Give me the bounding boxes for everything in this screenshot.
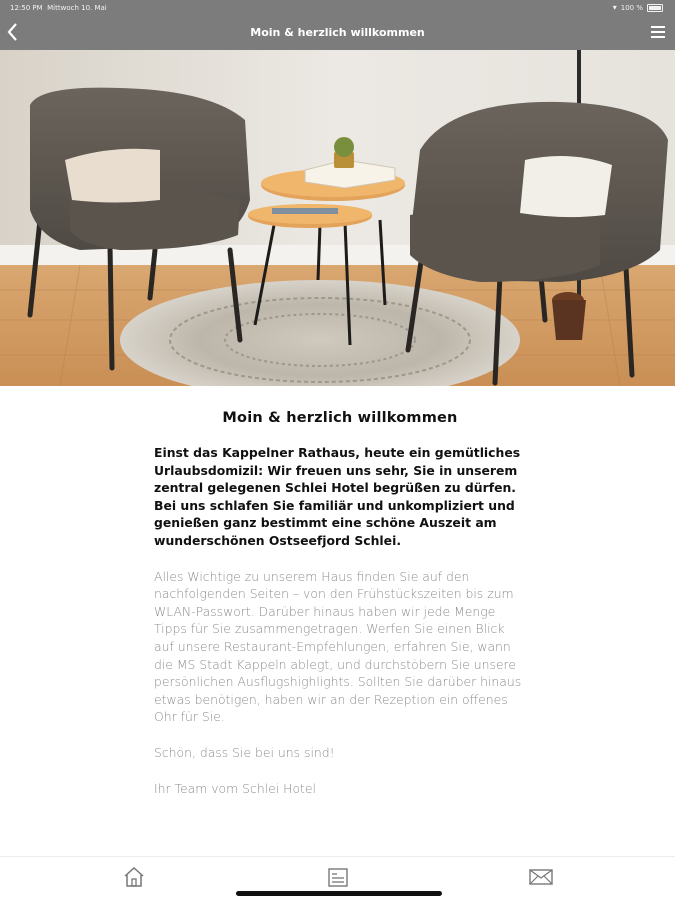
welcome-heading: Moin & herzlich willkommen [222,410,458,426]
home-icon [122,865,146,889]
mail-icon [528,865,554,889]
menu-button[interactable] [651,26,665,38]
status-time: 12:50 PM [10,4,43,12]
signature-line: Ihr Team vom Schlei Hotel [154,780,316,796]
tab-home[interactable] [122,865,150,891]
info-paragraph: Alles Wichtige zu unserem Haus finden Sie auf den nachfolgenden Seiten – von den Frühstückszeiten bis zum WLAN-Passwort. Darüber hinaus haben wir jede Menge Tipps für Sie zusammengetragen. Werfen Sie einen Blick auf unsere Restaurant-Empfehlungen, erfahren Sie, wann die MS Stadt Kappeln ablegt, und durchstöbern Sie unsere persönlichen Ausflugshighlights. Sollten Sie darüber hinaus etwas benötigen, haben wir an der Rezeption ein offenes Ohr für Sie. [154,568,522,725]
battery-icon [647,4,663,12]
hero-image [0,50,675,386]
battery-percentage: 100 % [620,3,643,12]
navigation-bar [0,16,675,50]
lounge-photo [0,50,675,386]
tab-mail[interactable] [528,865,556,891]
tab-info[interactable] [326,865,354,891]
intro-paragraph: Einst das Kappelner Rathaus, heute ein gemütliches Urlaubsdomizil: Wir freuen uns sehr, Sie in unserem zentral gelegenen Schlei Hotel begrüßen zu dürfen. Bei uns schlafen Sie familiär und unkompliziert und genießen ganz bestimmt eine schöne Auszeit am wunderschönen Ostseefjord Schlei. [154,445,521,548]
hamburger-icon [651,26,665,28]
wifi-icon: ▾ [612,3,617,12]
welcome-content [154,400,526,815]
closing-line: Schön, dass Sie bei uns sind! [154,744,335,760]
home-indicator[interactable] [236,891,442,896]
page-title: Moin & herzlich willkommen [250,26,425,39]
status-date: Mittwoch 10. Mai [47,4,107,12]
info-card-icon [326,865,350,889]
status-bar [0,0,675,16]
